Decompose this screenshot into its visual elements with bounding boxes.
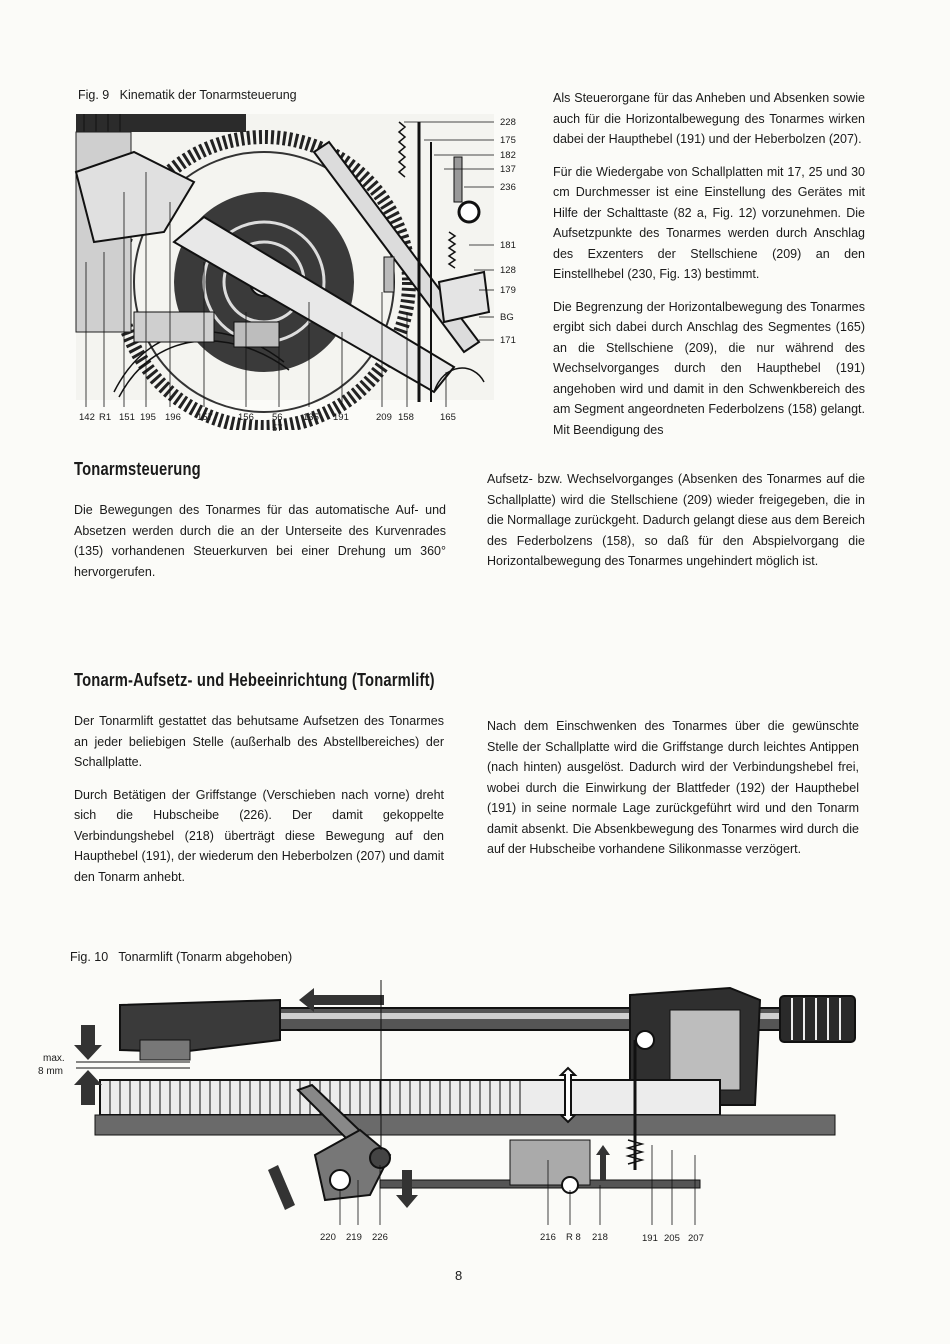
paragraph: Die Begrenzung der Horizontalbewegung des Tonarmes ergibt sich dabei durch Anschlag des Segmentes (165) an die Stellschiene (209), die nur während des Wechselvorganges durch den Haupthebel (191) angehoben wird und damit in den Schwenkbereich des am Segment angeordneten Federbolzens (158) gelangt. Mit Beendigung des <box>553 299 865 437</box>
section2-right-text <box>487 716 859 872</box>
fig10-label: 219 <box>346 1232 362 1243</box>
page-number: 8 <box>455 1268 463 1283</box>
section-heading-tonarmlift: Tonarm-Aufsetz- und Hebeeinrichtung (Tonarmlift) <box>74 670 435 690</box>
fig9-label: 181 <box>500 240 516 251</box>
fig9-label: 196 <box>165 412 181 423</box>
fig10-mm-label: 8 mm <box>38 1066 63 1077</box>
fig9-label: BG <box>500 312 514 323</box>
fig9-label: 195 <box>140 412 156 423</box>
paragraph: Durch Betätigen der Griffstange (Verschieben nach vorne) dreht sich die Hubscheibe (226). Der damit gekoppelte Verbindungshebel (218) überträgt diese Bewegung auf den Haupthebel (191), der wiederum den Heberbolzen (207) und damit den Tonarm anhebt. <box>74 787 444 884</box>
fig10-tonearm-lift-drawing <box>40 980 890 1230</box>
fig9-label: 191 <box>333 412 349 423</box>
fig10-label: 207 <box>688 1233 704 1244</box>
section-heading-tonarmsteuerung: Tonarmsteuerung <box>74 459 201 479</box>
section1-right-text <box>553 88 865 440</box>
paragraph: Für die Wiedergabe von Schallplatten mit 17, 25 und 30 cm Durchmesser ist eine Einstellung des Gerätes mit Hilfe der Schalttaste (82 a, Fig. 12) vorzunehmen. Die Aufsetzpunkte des Tonarmes werden durch Anschlag des Exzenters der Stellschiene (209) an den Einstellhebel (230, Fig. 13) bestimmt. <box>553 164 865 281</box>
fig9-label: 179 <box>500 285 516 296</box>
fig9-label: 182 <box>500 150 516 161</box>
fig9-label: 209 <box>376 412 392 423</box>
fig9-label: 56 <box>272 412 283 423</box>
fig9-label: 142 <box>79 412 95 423</box>
paragraph: Nach dem Einschwenken des Tonarmes über die gewünschte Stelle der Schallplatte wird die Griffstange durch leichtes Antippen (nach hinten) ausgelöst. Dadurch wird der Verbindungshebel frei, wobei durch die Einwirkung der Blattfeder (192) der Haupthebel (191) in seine normale Lage zurückgeführt wird und den Tonarm damit absenkt. Die Absenkbewegung des Tonarmes wird durch die auf der Hubscheibe vorhandene Silikonmasse verzögert. <box>487 719 859 856</box>
fig9-label: 157 <box>197 412 213 423</box>
fig9-label: 236 <box>500 182 516 193</box>
fig9-label: 57 <box>272 423 283 434</box>
fig10-label: 220 <box>320 1232 336 1243</box>
fig9-label: 156 <box>238 412 254 423</box>
fig9-mechanism-drawing <box>74 112 522 430</box>
fig10-caption: Fig. 10 Tonarmlift (Tonarm abgehoben) <box>70 950 293 964</box>
section1-right-text-cont <box>487 469 865 584</box>
fig9-label: 151 <box>119 412 135 423</box>
section2-left-text <box>74 711 444 899</box>
fig10-label: R 8 <box>566 1232 581 1243</box>
fig10-label: 191 <box>642 1233 658 1244</box>
fig10-label: 205 <box>664 1233 680 1244</box>
fig10-label: 218 <box>592 1232 608 1243</box>
fig9-label: 165 <box>440 412 456 423</box>
fig9-label: R1 <box>99 412 112 423</box>
fig9-label: 228 <box>500 117 516 128</box>
section1-left-text <box>74 500 446 594</box>
paragraph: Die Bewegungen des Tonarmes für das automatische Auf- und Absetzen werden durch die an der Unterseite des Kurvenrades (135) vorhandenen Steuerkurven bei einer Drehung um 360° hervorgerufen. <box>74 503 446 579</box>
fig10-label: 216 <box>540 1232 556 1243</box>
fig9-label: 135 <box>303 412 319 423</box>
fig9-label: 175 <box>500 135 516 146</box>
fig9-label: 158 <box>398 412 414 423</box>
paragraph: Als Steuerorgane für das Anheben und Absenken sowie auch für die Horizontalbewegung des Tonarmes wirken dabei der Haupthebel (191) und der Heberbolzen (207). <box>553 91 865 146</box>
fig9-caption: Fig. 9 Kinematik der Tonarmsteuerung <box>78 88 297 102</box>
fig9-label: 137 <box>500 164 516 175</box>
fig10-max-label: max. <box>43 1053 65 1064</box>
paragraph: Aufsetz- bzw. Wechselvorganges (Absenken des Tonarmes auf die Schallplatte) wird die Stellschiene (209) wieder freigegeben, die in die Normallage zurückgeht. Dadurch gelangt diese aus dem Bereich des Federbolzens (158), so daß für den Abspielvorgang die Horizontalbewegung des Tonarmes ungehindert möglich ist. <box>487 472 865 568</box>
paragraph: Der Tonarmlift gestattet das behutsame Aufsetzen des Tonarmes an jeder beliebigen Stelle (außerhalb des Abstellbereiches) der Schallplatte. <box>74 714 444 769</box>
fig9-label: 171 <box>500 335 516 346</box>
fig9-label: 128 <box>500 265 516 276</box>
fig10-label: 226 <box>372 1232 388 1243</box>
